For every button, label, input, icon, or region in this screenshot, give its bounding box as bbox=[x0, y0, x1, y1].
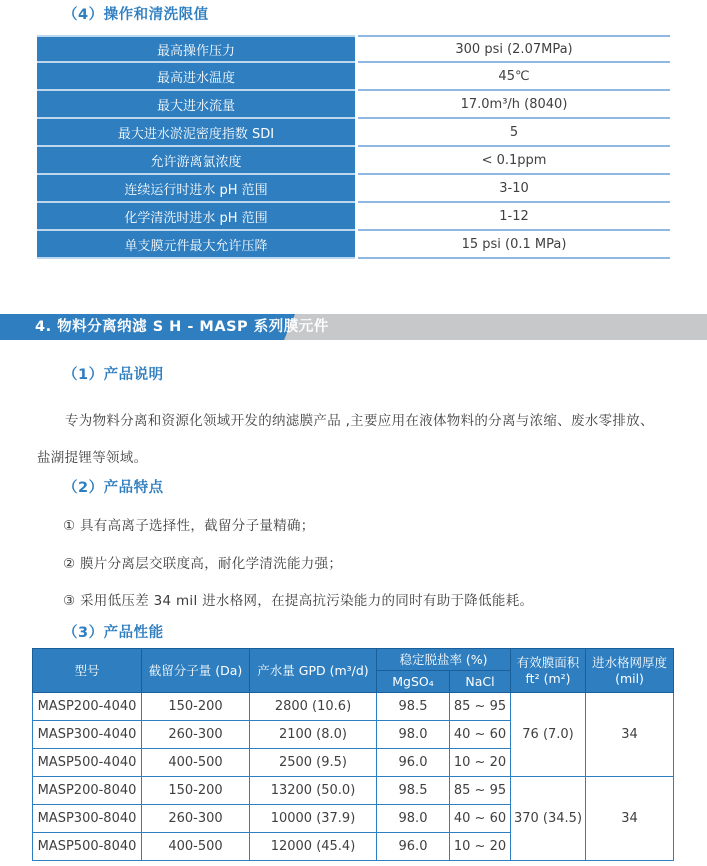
flow-cell: 2500 (9.5) bbox=[250, 749, 377, 777]
header-row bbox=[33, 649, 674, 671]
feature-item: ③ 采用低压差 34 mil 进水格网，在提高抗污染能力的同时有助于降低能耗。 bbox=[63, 593, 534, 609]
flow-cell: 13200 (50.0) bbox=[250, 777, 377, 805]
table-row bbox=[37, 119, 670, 147]
mgso4-cell: 96.0 bbox=[377, 749, 450, 777]
mwco-cell: 150-200 bbox=[142, 777, 250, 805]
mgso4-cell: 98.5 bbox=[377, 693, 450, 721]
col-header-area-line2: ft² (m²) bbox=[525, 670, 571, 686]
description-line: 专为物料分离和资源化领域开发的纳滤膜产品 ,主要应用在液体物料的分离与浓缩、废水零排放、 bbox=[65, 413, 654, 429]
performance-table-wrap bbox=[32, 648, 674, 861]
col-header-model: 型号 bbox=[33, 649, 142, 693]
table-row bbox=[37, 35, 670, 63]
limits-table bbox=[37, 35, 670, 259]
limit-label-cell: 最高进水温度 bbox=[37, 63, 355, 91]
features-heading: （2）产品特点 bbox=[63, 480, 164, 496]
model-cell: MASP200-8040 bbox=[33, 777, 142, 805]
performance-table bbox=[32, 648, 674, 861]
mgso4-cell: 98.5 bbox=[377, 777, 450, 805]
nacl-cell: 10 ~ 20 bbox=[450, 749, 511, 777]
table-row bbox=[37, 231, 670, 259]
limit-value-cell: 1-12 bbox=[358, 203, 670, 231]
nacl-cell: 85 ~ 95 bbox=[450, 777, 511, 805]
col-header-nacl: NaCl bbox=[450, 671, 511, 693]
nacl-cell: 10 ~ 20 bbox=[450, 833, 511, 861]
table-row bbox=[37, 147, 670, 175]
limit-value-cell: 45℃ bbox=[358, 63, 670, 91]
table-row bbox=[37, 203, 670, 231]
limit-value-cell: < 0.1ppm bbox=[358, 147, 670, 175]
limit-label-cell: 单支膜元件最大允许压降 bbox=[37, 231, 355, 259]
limit-value-cell: 3-10 bbox=[358, 175, 670, 203]
col-header-rejection-group: 稳定脱盐率 (%) bbox=[377, 649, 511, 671]
nacl-cell: 85 ~ 95 bbox=[450, 693, 511, 721]
col-header-flow: 产水量 GPD (m³/d) bbox=[250, 649, 377, 693]
performance-heading: （3）产品性能 bbox=[63, 625, 164, 641]
col-header-mwco: 截留分子量 (Da) bbox=[142, 649, 250, 693]
area-merged-cell-4040: 76 (7.0) bbox=[511, 693, 586, 777]
table-row bbox=[33, 693, 674, 721]
col-header-mesh-line2: (mil) bbox=[615, 670, 644, 686]
mwco-cell: 260-300 bbox=[142, 805, 250, 833]
feature-item: ② 膜片分离层交联度高，耐化学清洗能力强； bbox=[63, 556, 343, 572]
col-header-area-line1: 有效膜面积 bbox=[516, 654, 580, 670]
col-header-mgso4: MgSO₄ bbox=[377, 671, 450, 693]
mwco-cell: 400-500 bbox=[142, 833, 250, 861]
feature-item: ① 具有高离子选择性，截留分子量精确； bbox=[63, 518, 315, 534]
limits-section-heading: （4）操作和清洗限值 bbox=[63, 7, 209, 23]
mwco-cell: 260-300 bbox=[142, 721, 250, 749]
limit-value-cell: 300 psi (2.07MPa) bbox=[358, 35, 670, 63]
model-cell: MASP300-4040 bbox=[33, 721, 142, 749]
mwco-cell: 150-200 bbox=[142, 693, 250, 721]
limit-label-cell: 允许游离氯浓度 bbox=[37, 147, 355, 175]
flow-cell: 2100 (8.0) bbox=[250, 721, 377, 749]
table-row bbox=[37, 91, 670, 119]
limit-label-cell: 最大进水流量 bbox=[37, 91, 355, 119]
model-cell: MASP300-8040 bbox=[33, 805, 142, 833]
table-row bbox=[37, 63, 670, 91]
flow-cell: 2800 (10.6) bbox=[250, 693, 377, 721]
table-row bbox=[37, 175, 670, 203]
nacl-cell: 40 ~ 60 bbox=[450, 721, 511, 749]
flow-cell: 10000 (37.9) bbox=[250, 805, 377, 833]
mgso4-cell: 96.0 bbox=[377, 833, 450, 861]
limit-value-cell: 5 bbox=[358, 119, 670, 147]
description-heading: （1）产品说明 bbox=[63, 367, 164, 383]
description-line: 盐湖提锂等领域。 bbox=[37, 450, 148, 466]
limit-label-cell: 连续运行时进水 pH 范围 bbox=[37, 175, 355, 203]
limit-label-cell: 最高操作压力 bbox=[37, 35, 355, 63]
limit-value-cell: 15 psi (0.1 MPa) bbox=[358, 231, 670, 259]
section-banner-title: 4. 物料分离纳滤 S H - MASP 系列膜元件 bbox=[35, 319, 329, 335]
area-merged-cell-8040: 370 (34.5) bbox=[511, 777, 586, 861]
model-cell: MASP500-4040 bbox=[33, 749, 142, 777]
nacl-cell: 40 ~ 60 bbox=[450, 805, 511, 833]
mgso4-cell: 98.0 bbox=[377, 721, 450, 749]
mwco-cell: 400-500 bbox=[142, 749, 250, 777]
mgso4-cell: 98.0 bbox=[377, 805, 450, 833]
model-cell: MASP200-4040 bbox=[33, 693, 142, 721]
limit-value-cell: 17.0m³/h (8040) bbox=[358, 91, 670, 119]
col-header-mesh-line1: 进水格网厚度 bbox=[592, 654, 668, 670]
model-cell: MASP500-8040 bbox=[33, 833, 142, 861]
limit-label-cell: 最大进水淤泥密度指数 SDI bbox=[37, 119, 355, 147]
mesh-merged-cell-4040: 34 bbox=[586, 693, 674, 777]
limit-label-cell: 化学清洗时进水 pH 范围 bbox=[37, 203, 355, 231]
section-banner bbox=[0, 314, 707, 340]
flow-cell: 12000 (45.4) bbox=[250, 833, 377, 861]
col-header-mesh bbox=[586, 649, 674, 693]
mesh-merged-cell-8040: 34 bbox=[586, 777, 674, 861]
col-header-area bbox=[511, 649, 586, 693]
table-row bbox=[33, 777, 674, 805]
